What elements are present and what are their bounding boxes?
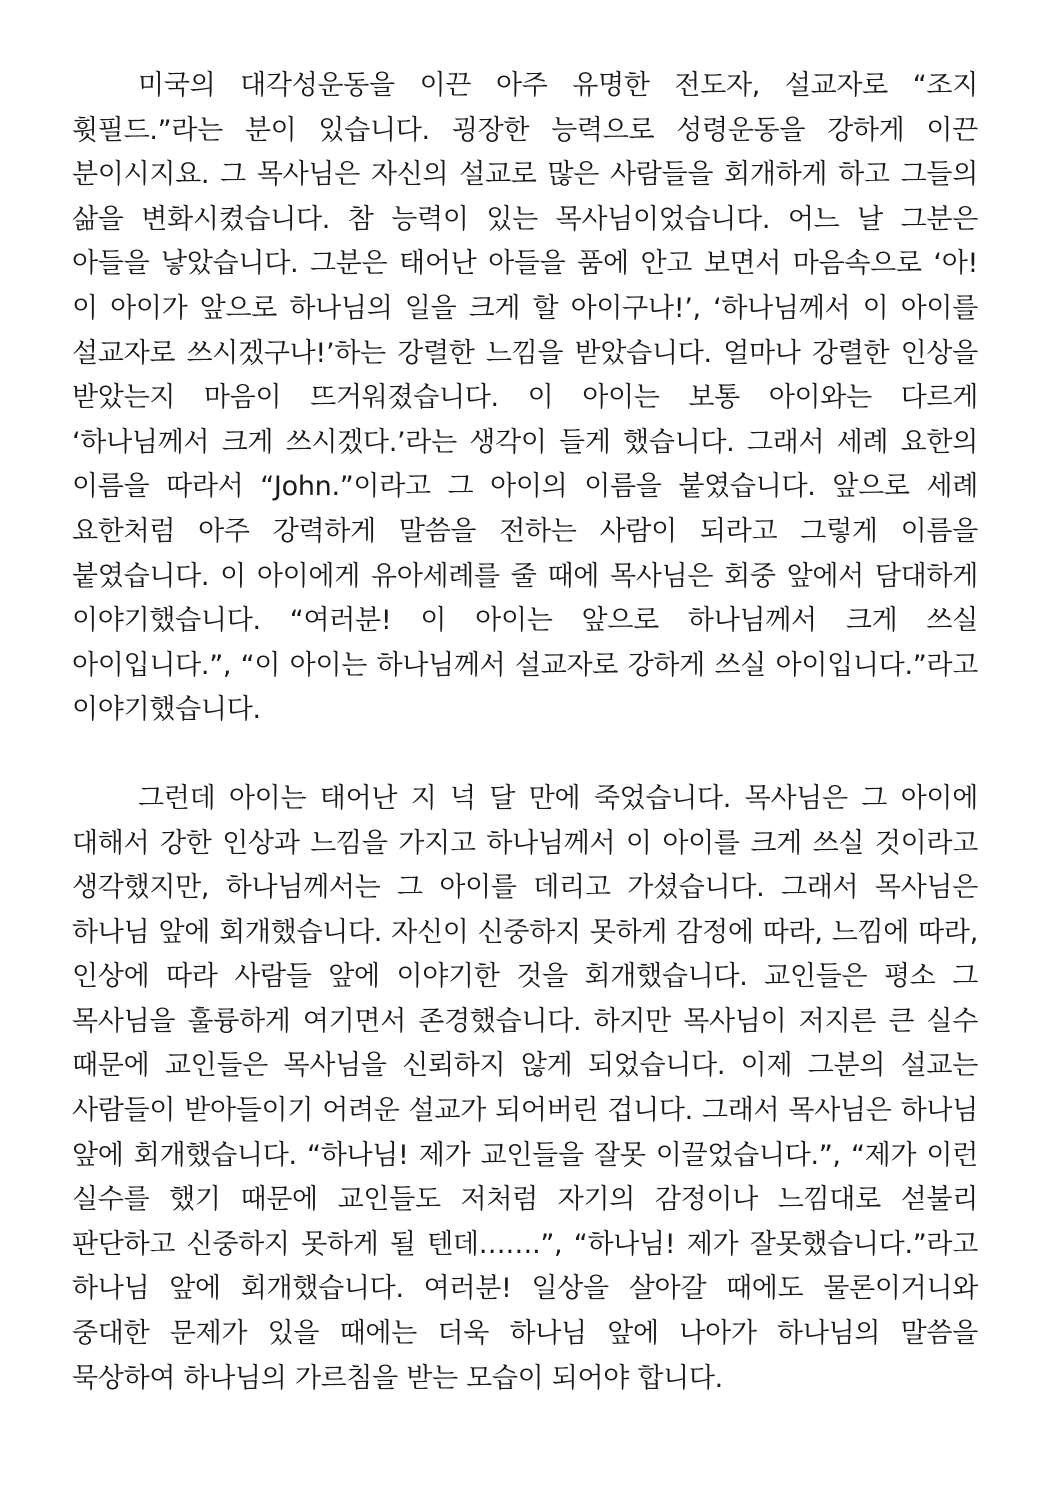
paragraph-1: 미국의 대각성운동을 이끈 아주 유명한 전도자, 설교자로 “조지 휫필드.”라는 분이 있습니다. 굉장한 능력으로 성령운동을 강하게 이끈 분이시지요. 그 목사님은 자신의 설교로 많은 사람들을 회개하게 하고 그들의 삶을 변화시켰습니다. 참 능력이 있는 목사님이었습니다. 어느 날 그분은 아들을 낳았습니다. 그분은 태어난 아들을 품에 안고 보면서 마음속으로 ‘아! 이 아이가 앞으로 하나님의 일을 크게 할 아이구나!’, ‘하나님께서 이 아이를 설교자로 쓰시겠구나!’하는 강렬한 느낌을 받았습니다. 얼마나 강렬한 인상을 받았는지 마음이 뜨거워졌습니다. 이 아이는 보통 아이와는 다르게 ‘하나님께서 크게 쓰시겠다.’라는 생각이 들게 했습니다. 그래서 세례 요한의 이름을 따라서 “John.”이라고 그 아이의 이름을 붙였습니다. 앞으로 세례 요한처럼 아주 강력하게 말씀을 전하는 사람이 되라고 그렇게 이름을 붙였습니다. 이 아이에게 유아세례를 줄 때에 목사님은 회중 앞에서 담대하게 이야기했습니다. “여러분! 이 아이는 앞으로 하나님께서 크게 쓰실 아이입니다.”, “이 아이는 하나님께서 설교자로 강하게 쓰실 아이입니다.”라고 이야기했습니다.: [72, 70, 978, 726]
paragraph-2: 그런데 아이는 태어난 지 넉 달 만에 죽었습니다. 목사님은 그 아이에 대해서 강한 인상과 느낌을 가지고 하나님께서 이 아이를 크게 쓰실 것이라고 생각했지만, 하나님께서는 그 아이를 데리고 가셨습니다. 그래서 목사님은 하나님 앞에 회개했습니다. 자신이 신중하지 못하게 감정에 따라, 느낌에 따라, 인상에 따라 사람들 앞에 이야기한 것을 회개했습니다. 교인들은 평소 그 목사님을 훌륭하게 여기면서 존경했습니다. 하지만 목사님이 저지른 큰 실수 때문에 교인들은 목사님을 신뢰하지 않게 되었습니다. 이제 그분의 설교는 사람들이 받아들이기 어려운 설교가 되어버린 겁니다. 그래서 목사님은 하나님 앞에 회개했습니다. “하나님! 제가 교인들을 잘못 이끌었습니다.”, “제가 이런 실수를 했기 때문에 교인들도 저처럼 자기의 감정이나 느낌대로 섣불리 판단하고 신중하지 못하게 될 텐데…….”, “하나님! 제가 잘못했습니다.”라고 하나님 앞에 회개했습니다. 여러분! 일상을 살아갈 때에도 물론이거니와 중대한 문제가 있을 때에는 더욱 하나님 앞에 나아가 하나님의 말씀을 묵상하여 하나님의 가르침을 받는 모습이 되어야 합니다.: [72, 782, 978, 1394]
document-page: [72, 64, 978, 1401]
